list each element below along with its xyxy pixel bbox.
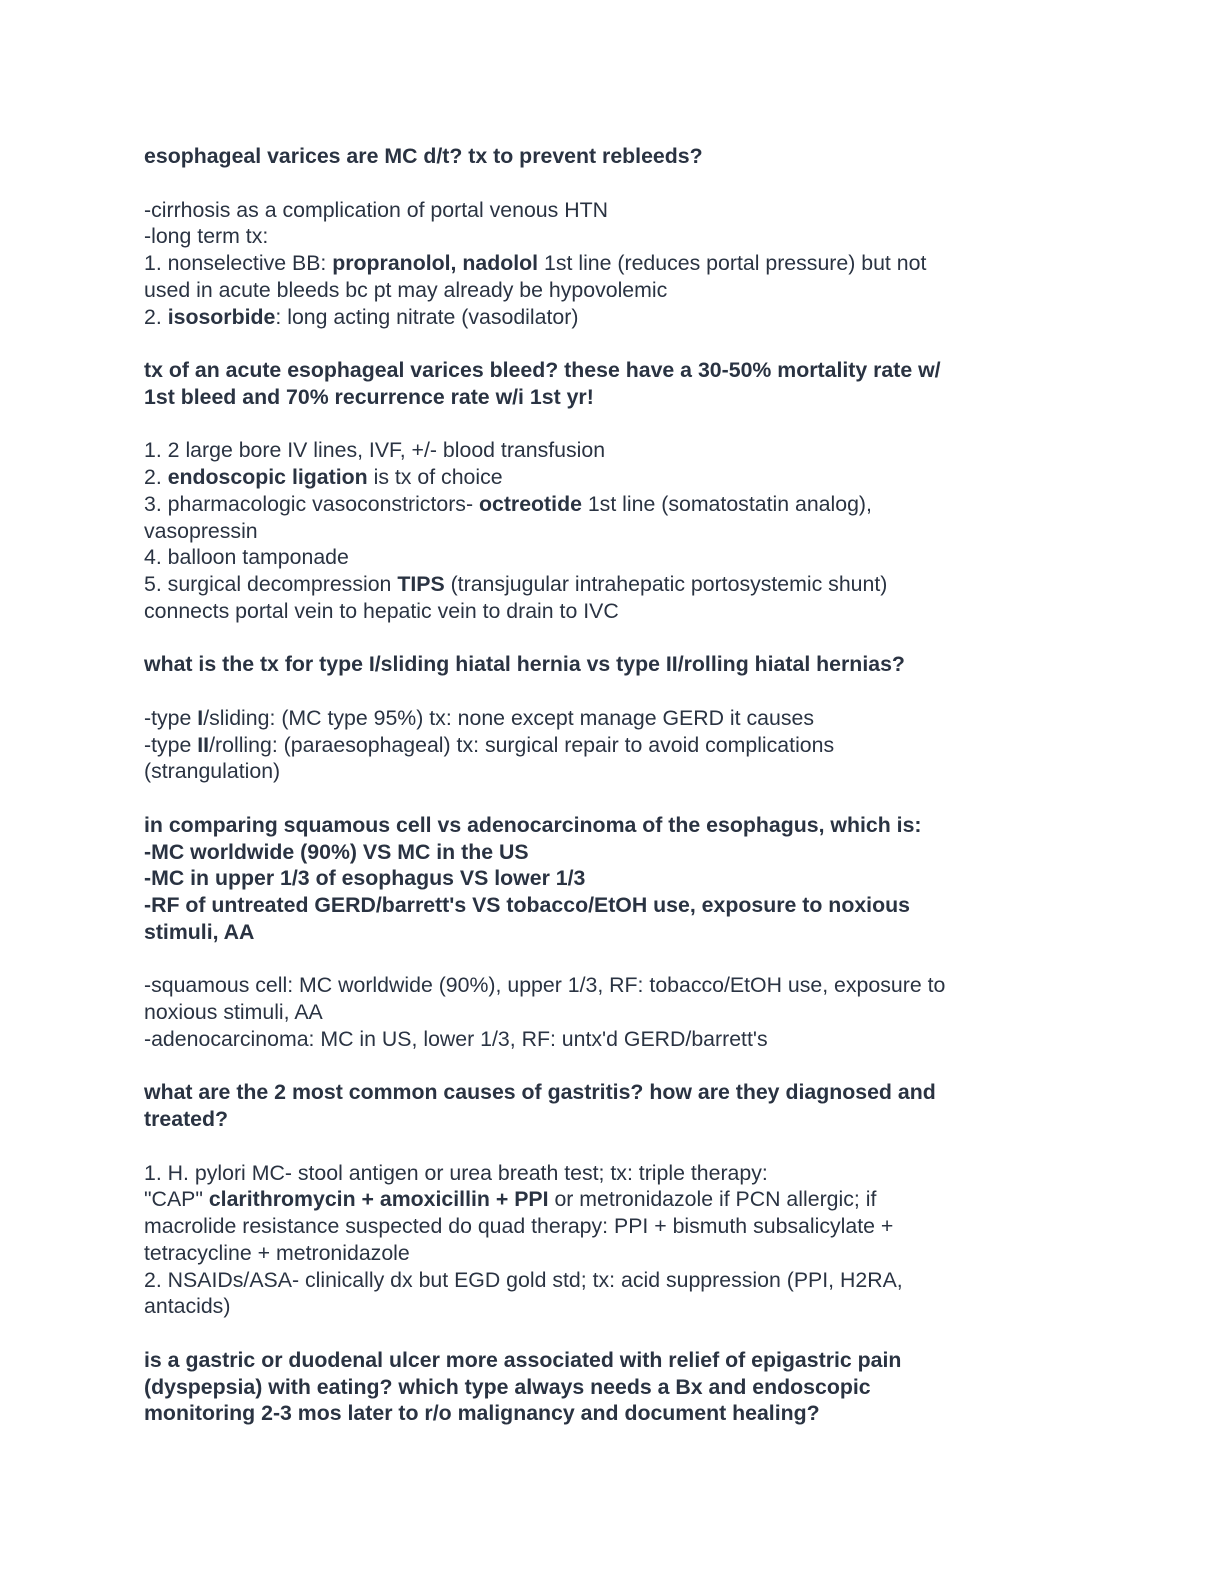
text-run: 1. H. pylori MC- stool antigen or urea breath test; tx: triple therapy: [144, 1160, 768, 1185]
text-run: stimuli, AA [144, 919, 255, 944]
text-run: tx of an acute esophageal varices bleed? these have a 30-50% mortality rate w/ [144, 358, 941, 382]
text-run: -long term tx: [144, 224, 269, 249]
text-run: 5. surgical decompression [144, 572, 398, 596]
text-run: 1. 2 large bore IV lines, IVF, +/- blood transfusion [144, 438, 606, 463]
text-line [144, 571, 1164, 598]
text-line [144, 865, 1164, 892]
text-line [144, 999, 1164, 1026]
text-run: macrolide resistance suspected do quad therapy: PPI + bismuth subsalicylate + [144, 1214, 894, 1238]
text-line [144, 223, 1164, 250]
text-run: -MC in upper 1/3 of esophagus VS lower 1/3 [144, 866, 586, 891]
text-run: is a gastric or duodenal ulcer more associated with relief of epigastric pain [144, 1347, 902, 1372]
text-run: -MC worldwide (90%) VS MC in the US [144, 839, 529, 864]
text-run: noxious stimuli, AA [144, 1000, 323, 1024]
question-gastritis [144, 1079, 1164, 1133]
text-line [144, 1374, 1164, 1401]
text-run: what are the 2 most common causes of gastritis? how are they diagnosed and [144, 1080, 936, 1105]
text-run: 1st line (reduces portal pressure) but not [538, 251, 927, 275]
text-line [144, 143, 1164, 170]
text-run: TIPS [397, 572, 445, 596]
text-line [144, 491, 1164, 518]
text-run: used in acute bleeds bc pt may already be hypovolemic [144, 277, 668, 302]
answer-hiatal-hernia [144, 705, 1164, 785]
text-line [144, 544, 1164, 571]
text-line [144, 437, 1164, 464]
text-run: 3. pharmacologic vasoconstrictors- [144, 491, 479, 516]
answer-gastritis [144, 1160, 1164, 1321]
text-line [144, 1160, 1164, 1187]
text-run: tetracycline + metronidazole [144, 1240, 410, 1265]
text-line [144, 651, 1164, 678]
text-run: treated? [144, 1107, 229, 1131]
text-run: 1st line (somatostatin analog), [581, 491, 872, 516]
text-line [144, 197, 1164, 224]
text-line [144, 812, 1164, 839]
text-run: 1. nonselective BB: [144, 251, 333, 275]
text-line [144, 1240, 1164, 1267]
text-run: -squamous cell: MC worldwide (90%), upper 1/3, RF: tobacco/EtOH use, exposure to [144, 973, 946, 998]
text-line [144, 1026, 1164, 1053]
text-run: is tx of choice [367, 465, 503, 489]
text-run: propranolol, nadolol [332, 251, 539, 275]
question-acute-varices-bleed [144, 357, 1164, 411]
text-run: 4. balloon tamponade [144, 545, 349, 570]
text-run: "CAP" [144, 1187, 209, 1212]
text-run: (transjugular intrahepatic portosystemic shunt) [444, 572, 888, 596]
text-line [144, 1106, 1164, 1133]
text-run: (strangulation) [144, 759, 281, 784]
text-line [144, 304, 1164, 331]
text-line [144, 1186, 1164, 1213]
text-run: -type [144, 705, 198, 730]
answer-esophageal-varices [144, 197, 1164, 331]
text-run: 2. NSAIDs/ASA- clinically dx but EGD gold std; tx: acid suppression (PPI, H2RA, [144, 1267, 903, 1292]
text-run: /sliding: (MC type 95%) tx: none except manage GERD it causes [203, 705, 814, 730]
text-run: -cirrhosis as a complication of portal venous HTN [144, 197, 608, 222]
text-run: 1st bleed and 70% recurrence rate w/i 1st yr! [144, 384, 594, 409]
text-run: -RF of untreated GERD/barrett's VS tobacco/EtOH use, exposure to noxious [144, 893, 910, 917]
text-line [144, 518, 1164, 545]
text-line [144, 464, 1164, 491]
text-run: -type [144, 732, 198, 757]
text-run: monitoring 2-3 mos later to r/o malignancy and document healing? [144, 1401, 820, 1426]
text-run: clarithromycin + amoxicillin + PPI [208, 1187, 549, 1212]
question-esophageal-varices [144, 143, 1164, 170]
text-run: esophageal varices are MC d/t? tx to prevent rebleeds? [144, 144, 703, 168]
text-line [144, 598, 1164, 625]
document [144, 143, 1164, 1427]
text-run: I [197, 705, 204, 730]
text-line [144, 972, 1164, 999]
text-line [144, 839, 1164, 866]
question-gastric-duodenal-ulcer [144, 1347, 1164, 1427]
text-run: what is the tx for type I/sliding hiatal hernia vs type II/rolling hiatal hernias? [144, 652, 905, 677]
text-run: isosorbide [167, 304, 276, 329]
text-line [144, 1347, 1164, 1374]
text-run: II [197, 732, 210, 757]
question-esophageal-cancer [144, 812, 1164, 946]
text-line [144, 892, 1164, 919]
text-run: octreotide [478, 491, 582, 516]
text-line [144, 277, 1164, 304]
text-line [144, 1267, 1164, 1294]
answer-esophageal-cancer [144, 972, 1164, 1052]
answer-acute-varices-bleed [144, 437, 1164, 624]
text-line [144, 384, 1164, 411]
text-line [144, 705, 1164, 732]
text-run: 2. [144, 304, 168, 329]
text-line [144, 357, 1164, 384]
text-run: /rolling: (paraesophageal) tx: surgical repair to avoid complications [209, 732, 835, 757]
text-line [144, 1079, 1164, 1106]
text-line [144, 1400, 1164, 1427]
text-run: connects portal vein to hepatic vein to drain to IVC [144, 598, 619, 623]
text-run: (dyspepsia) with eating? which type always needs a Bx and endoscopic [144, 1374, 871, 1399]
text-run: 2. [144, 465, 168, 489]
text-line [144, 250, 1164, 277]
text-line [144, 732, 1164, 759]
text-run: -adenocarcinoma: MC in US, lower 1/3, RF: untx'd GERD/barrett's [144, 1026, 768, 1051]
text-run: vasopressin [144, 518, 258, 543]
text-run: in comparing squamous cell vs adenocarcinoma of the esophagus, which is: [144, 812, 922, 837]
text-run: : long acting nitrate (vasodilator) [275, 304, 579, 329]
question-hiatal-hernia [144, 651, 1164, 678]
text-run: antacids) [144, 1294, 231, 1319]
text-run: or metronidazole if PCN allergic; if [548, 1187, 877, 1212]
text-line [144, 758, 1164, 785]
text-run: endoscopic ligation [167, 465, 368, 489]
text-line [144, 919, 1164, 946]
text-line [144, 1293, 1164, 1320]
text-line [144, 1213, 1164, 1240]
